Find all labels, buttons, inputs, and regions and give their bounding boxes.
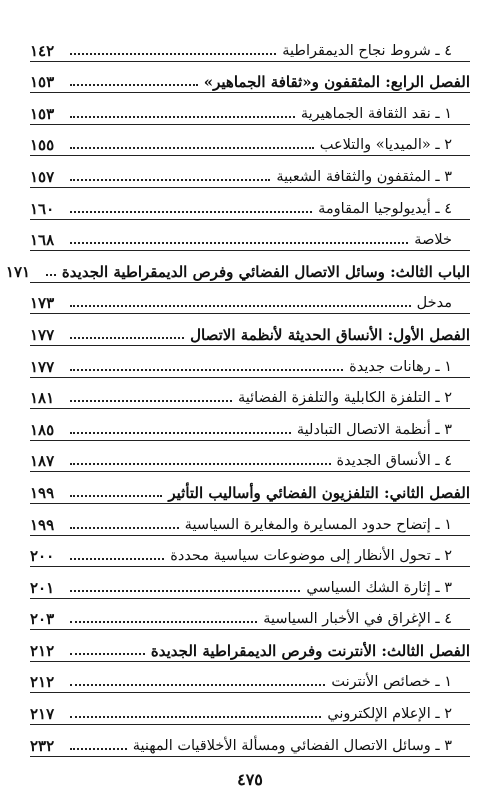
toc-entry-page: ١٨١ [30,389,55,408]
toc-entry-page: ١٦٠ [30,199,55,218]
toc-entry [30,30,470,62]
toc-entry-page: ١٥٣ [30,104,55,123]
toc-entry [30,441,470,473]
dot-leader [70,179,270,181]
toc-entry-title: الفصل الثاني: التلفزيون الفضائي وأساليب التأثير [168,483,470,502]
toc-entry-page: ١٤٢ [30,41,55,60]
toc-entry-title: ٣ ـ أنظمة الاتصال التبادلية [296,421,452,438]
dot-leader [70,400,232,402]
dot-leader [70,495,162,497]
toc-entry-title: الفصل الأول: الأنساق الحديثة لأنظمة الاتصال [190,325,470,344]
dot-leader [70,463,331,465]
toc-entry-page: ٢٠٣ [30,610,55,629]
toc-heading [30,62,470,94]
dot-leader [70,621,257,623]
toc-entry [30,725,470,757]
dot-leader [70,653,145,655]
toc-entry-page: ١٨٥ [30,420,55,439]
toc-entry [30,504,470,536]
dot-leader [70,527,179,529]
toc-entry [30,693,470,725]
toc-entry-page: ١٩٩ [30,515,55,534]
toc-entry-title: الباب الثالث: وسائل الاتصال الفضائي وفرص الديمقراطية الجديدة [61,262,470,281]
toc-page [5,30,470,760]
dot-leader [70,53,276,55]
dot-leader [70,558,164,560]
toc-entry-page: ١٩٩ [30,483,55,502]
toc-entry [30,662,470,694]
toc-entry-title: الفصل الثالث: الأنترنت وفرص الديمقراطية الجديدة [150,641,470,660]
dot-leader [70,116,295,118]
toc-entry [30,283,470,315]
toc-heading [5,251,470,283]
toc-entry [30,125,470,157]
toc-entry-page: ١٧٣ [30,294,55,313]
toc-entry [30,409,470,441]
toc-entry-title: ١ ـ نقد الثقافة الجماهيرية [300,105,452,122]
toc-entry [30,378,470,410]
toc-entry-title: ٣ ـ المثقفون والثقافة الشعبية [276,168,452,185]
toc-entry-page: ١٧١ [5,262,31,281]
table-of-contents [5,30,470,757]
toc-entry-page: ١٥٥ [30,136,55,155]
toc-entry-page: ١٥٣ [30,73,55,92]
toc-entry [30,188,470,220]
row-divider [30,756,470,757]
dot-leader [70,305,411,307]
toc-entry [30,567,470,599]
dot-leader [70,242,408,244]
toc-entry-title: الفصل الرابع: المثقفون و«ثقافة الجماهير» [203,73,470,92]
toc-entry [30,220,470,252]
toc-entry-page: ١٨٧ [30,452,55,471]
toc-entry-title: ١ ـ رهانات جديدة [349,358,452,375]
toc-entry-page: ١٥٧ [30,167,55,186]
toc-entry-title: ٤ ـ الأنساق الجديدة [336,453,452,470]
dot-leader [70,337,184,339]
toc-entry-title: ١ ـ إتضاح حدود المسايرة والمغايرة السياسية [184,516,452,533]
toc-entry-page: ٢١٢ [30,673,55,692]
toc-heading [30,472,470,504]
toc-heading [30,314,470,346]
toc-entry-page: ٢٠٠ [30,547,55,566]
toc-entry-title: ٢ ـ تحول الأنظار إلى موضوعات سياسية محددة [170,548,452,565]
page-number: ٤٧٥ [237,770,263,789]
dot-leader [70,369,343,371]
toc-entry-page: ١٦٨ [30,231,55,250]
dot-leader [70,590,300,592]
toc-entry-title: ٤ ـ شروط نجاح الديمقراطية [282,42,452,59]
toc-entry-title: ٤ ـ الإغراق في الأخبار السياسية [263,611,452,628]
toc-entry [30,599,470,631]
dot-leader [70,432,291,434]
dot-leader [70,684,325,686]
dot-leader [70,84,198,86]
toc-entry-page: ٢٠١ [30,578,55,597]
toc-entry-title: ٤ ـ أيديولوجيا المقاومة [318,200,452,217]
toc-entry-page: ٢١٢ [30,641,55,660]
toc-entry-page: ٢٣٢ [30,736,55,755]
toc-entry-title: خلاصة [414,232,452,249]
toc-entry-title: ٣ ـ وسائل الاتصال الفضائي ومسألة الأخلاقيات المهنية [132,737,452,754]
toc-entry-page: ١٧٧ [30,357,55,376]
toc-entry-page: ١٧٧ [30,325,55,344]
toc-entry [30,536,470,568]
toc-entry-title: مدخل [416,295,452,312]
dot-leader [70,147,314,149]
toc-entry-title: ٢ ـ الإعلام الإلكتروني [327,706,452,723]
toc-entry-title: ٣ ـ إثارة الشك السياسي [306,579,452,596]
dot-leader [70,748,127,750]
toc-entry-title: ٢ ـ «الميديا» والتلاعب [319,137,452,154]
toc-entry-page: ٢١٧ [30,705,55,724]
dot-leader [70,211,312,213]
toc-entry-title: ٢ ـ التلفزة الكابلية والتلفزة الفضائية [237,390,452,407]
toc-entry [30,93,470,125]
toc-entry [30,156,470,188]
toc-heading [30,630,470,662]
dot-leader [70,716,321,718]
toc-entry [30,346,470,378]
toc-entry-title: ١ ـ خصائص الأنترنت [331,674,452,691]
dot-leader [46,274,56,276]
